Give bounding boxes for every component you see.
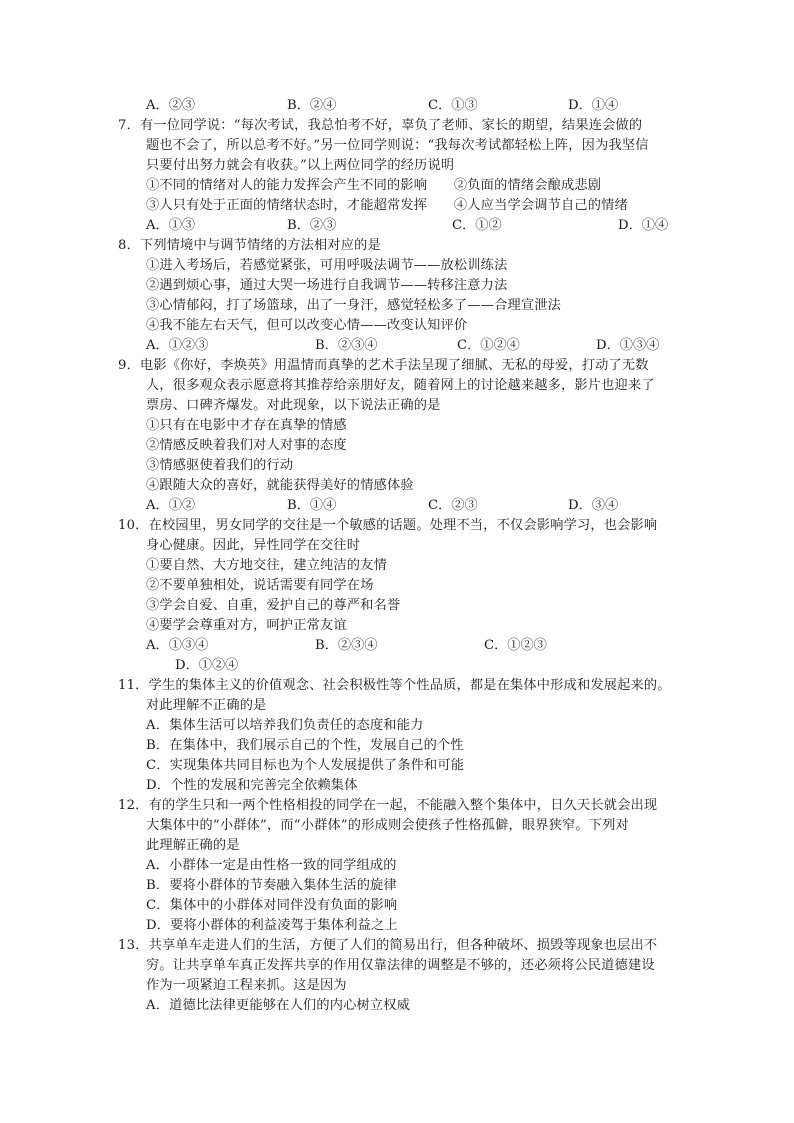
option-d: D．③④ [568, 498, 619, 513]
option-d: D．①④ [568, 98, 619, 113]
option-c: C．①②③ [484, 638, 547, 653]
choice-line: D．要将小群体的利益凌驾于集体利益之上 [146, 918, 398, 933]
statement-line: ②不要单独相处，说话需要有同学在场 [146, 578, 374, 593]
option-b: B．②③ [287, 218, 337, 233]
statement-line: ③学会自爱、自重，爱护自己的尊严和名誉 [146, 598, 401, 613]
statement-line: ②情感反映着我们对人对事的态度 [146, 438, 347, 453]
choice-line: D．个性的发展和完善完全依赖集体 [146, 778, 358, 793]
statement-line: ④我不能左右天气，但可以改变心情——改变认知评价 [146, 318, 468, 333]
option-b: B．②④ [287, 98, 337, 113]
question-stem-line: 13．共享单车走进人们的生活，方便了人们的简易出行，但各种破坏、损毁等现象也层出不 [118, 938, 658, 953]
question-stem-line: 人，很多观众表示愿意将其推荐给亲朋好友，随着网上的讨论越来越多，影片也迎来了 [146, 378, 655, 393]
question-stem-line: 11．学生的集体主义的价值观念、社会积极性等个性品质，都是在集体中形成和发展起来的。 [118, 678, 671, 693]
option-c: C．②③ [428, 498, 478, 513]
choice-line: A．道德比法律更能够在人们的内心树立权威 [146, 998, 411, 1013]
choice-line: B．要将小群体的节奏融入集体生活的旋律 [146, 878, 397, 893]
question-stem-line: 此理解正确的是 [146, 838, 240, 853]
choice-line: C．集体中的小群体对同伴没有负面的影响 [146, 898, 398, 913]
option-b: B．②③④ [315, 638, 378, 653]
question-stem-line: 对此理解不正确的是 [146, 698, 267, 713]
option-a: A．①②③ [146, 338, 209, 353]
statement-line: ④跟随大众的喜好，就能获得美好的情感体验 [146, 478, 414, 493]
question-stem-line: 身心健康。因此，异性同学在交往时 [146, 538, 361, 553]
question-stem-line: 题也不会了，所以总考不好。”另一位同学则说：“我每次考试都轻松上阵，因为我坚信 [146, 138, 649, 153]
option-c: C．①②④ [457, 338, 520, 353]
option-a: A．①③ [146, 218, 196, 233]
question-stem-line: 大集体中的“小群体”，而“小群体”的形成则会使孩子性格孤僻，眼界狭窄。下列对 [146, 818, 629, 833]
option-a: A．①② [146, 498, 196, 513]
choice-line: A．小群体一定是由性格一致的同学组成的 [146, 858, 397, 873]
option-c: C．①③ [428, 98, 478, 113]
option-d: D．①②④ [175, 658, 239, 673]
statement-line: ①要自然、大方地交往，建立纯洁的友情 [146, 558, 387, 573]
question-stem-line: 8．下列情境中与调节情绪的方法相对应的是 [118, 238, 381, 253]
option-a: A．①③④ [146, 638, 209, 653]
statement-line: ①进入考场后，若感觉紧张，可用呼吸法调节——放松训练法 [146, 258, 508, 273]
question-stem-line: 作为一项紧迫工程来抓。这是因为 [146, 978, 347, 993]
question-stem-line: 12．有的学生只和一两个性格相投的同学在一起，不能融入整个集体中，日久天长就会出现 [118, 798, 658, 813]
statement-line: ①不同的情绪对人的能力发挥会产生不同的影响 ②负面的情绪会酿成悲剧 [146, 178, 602, 193]
option-d: D．①④ [618, 218, 669, 233]
question-stem-line: 9．电影《你好，李焕英》用温情而真挚的艺术手法呈现了细腻、无私的母爱，打动了无数 [118, 358, 649, 373]
choice-line: A．集体生活可以培养我们负责任的态度和能力 [146, 718, 424, 733]
choice-line: C．实现集体共同目标也为个人发展提供了条件和可能 [146, 758, 465, 773]
statement-line: ③人只有处于正面的情绪状态时，才能超常发挥 ④人应当学会调节自己的情绪 [146, 198, 628, 213]
option-a: A．②③ [146, 98, 196, 113]
question-stem-line: 7．有一位同学说：“每次考试，我总怕考不好，辜负了老师、家长的期望，结果连会做的 [118, 118, 643, 133]
choice-line: B．在集体中，我们展示自己的个性，发展自己的个性 [146, 738, 464, 753]
question-stem-line: 票房、口碑齐爆发。对此现象，以下说法正确的是 [146, 398, 441, 413]
statement-line: ②遇到烦心事，通过大哭一场进行自我调节——转移注意力法 [146, 278, 508, 293]
question-stem-line: 只要付出努力就会有收获。”以上两位同学的经历说明 [146, 158, 455, 173]
option-b: B．①④ [287, 498, 337, 513]
statement-line: ③心情郁闷，打了场篮球，出了一身汗，感觉轻松多了——合理宣泄法 [146, 298, 562, 313]
statement-line: ④要学会尊重对方，呵护正常友谊 [146, 618, 347, 633]
statement-line: ③情感驱使着我们的行动 [146, 458, 294, 473]
option-b: B．②③④ [315, 338, 378, 353]
question-stem-line: 穷。让共享单车真正发挥共享的作用仅靠法律的调整是不够的，还必须将公民道德建设 [146, 958, 655, 973]
question-stem-line: 10．在校园里，男女同学的交往是一个敏感的话题。处理不当，不仅会影响学习，也会影响 [118, 518, 658, 533]
option-d: D．①③④ [596, 338, 660, 353]
statement-line: ①只有在电影中才存在真挚的情感 [146, 418, 347, 433]
option-c: C．①② [452, 218, 502, 233]
